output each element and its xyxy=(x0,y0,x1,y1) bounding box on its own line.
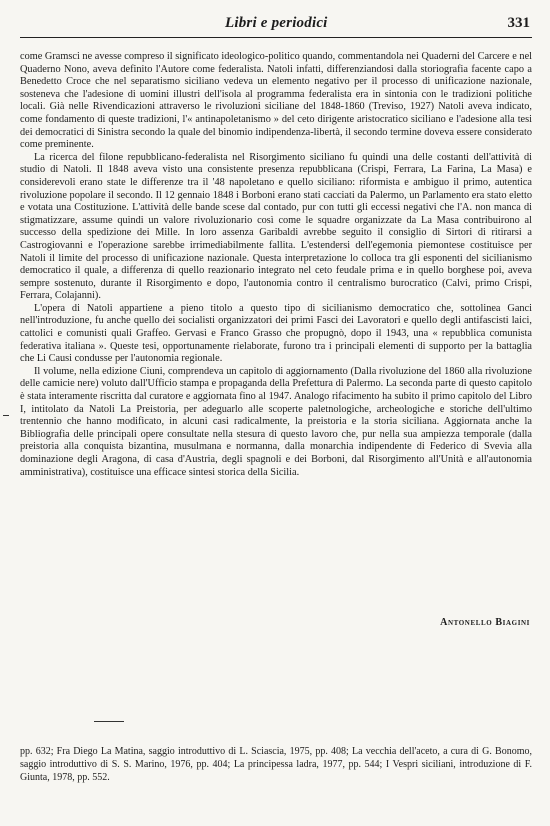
author-signature: Antonello Biagini xyxy=(440,617,530,628)
page-number: 331 xyxy=(507,15,530,31)
margin-mark xyxy=(3,415,9,416)
page-header xyxy=(20,13,532,38)
review-body xyxy=(20,51,532,479)
paragraph-3: L'opera di Natoli appartiene a pieno titolo a questo tipo di sicilianismo democratico che, sottolinea Ganci nell'introduzione, fu anche quello dei socialisti organizzatori dei primi Fasci dei Lavoratori e quello degli antifascisti laici, cattolici e comunisti quali Graffeo. Gervasi e Franco Grasso che propugnò, dopo il 1943, una « repubblica comunista federativa italiana ». Queste tesi, opportunamente rielaborate, furono tra i principali elementi di supporto per la battaglia che Li Causi condusse per l'autonomia regionale. xyxy=(20,302,532,365)
paragraph-1: come Gramsci ne avesse compreso il significato ideologico-politico quando, commentandola nei Quaderni del Carcere e nel Quaderno Nono, aveva definito l'Autore come federalista. Natoli infatti, differenziandosi dalla storiografia facente capo a Benedetto Croce che nel separatismo siciliano vedeva un elemento negativo per il processo di unificazione nazionale, sosteneva che l'adesione di uomini illustri dell'isola al programma federalista era in sintonia con le tradizioni politiche locali. Già nelle Rivendicazioni attraverso le rivoluzioni siciliane del 1848-1860 (Treviso, 1927) Natoli aveva indicato, come fondamento di queste tradizioni, l'« antinapoletanismo » del ceto dirigente aristocratico siciliano e l'adesione alla tesi dei democratici di Sinistra secondo la quale del binomio indipendenza-libertà, il secondo termine doveva essere considerato come preminente. xyxy=(20,51,532,151)
running-title: Libri e periodici xyxy=(225,15,328,31)
paragraph-4: Il volume, nella edizione Ciuni, comprendeva un capitolo di aggiornamento (Dalla rivoluzione del 1860 alla rivoluzione delle camicie nere) voluto dall'Ufficio stampa e propaganda della Prefettura di Palermo. La seconda parte di questo capitolo è stata interamente riscritta dal curatore e aggiornata fino al 1947. Analogo rifacimento ha subito il primo capitolo del Libro I, intitolato da Natoli La Preistoria, per adeguarlo alle scoperte paletnologiche, archeologiche e storiche dell'ultimo trentennio che hanno modificato, in alcuni casi radicalmente, la preistoria e la storia siciliana. Aggiornata anche la Bibliografia delle principali opere consultate nella stesura di questo lavoro che, pur nella sua ampiezza temporale (dalla preistoria alla conquista bizantina, musulmana e normanna, dalla monarchia indipendente di Federico di Svevia alla dominazione degli Aragona, di casa d'Austria, degli spagnoli e dei Borboni, dal Risorgimento all'Unità e all'autonomia amministrativa), costituisce una efficace sintesi storica della Sicilia. xyxy=(20,365,532,478)
footnote-rule xyxy=(94,721,124,722)
footnote: pp. 632; Fra Diego La Matina, saggio introduttivo di L. Sciascia, 1975, pp. 408; La vecchia dell'aceto, a cura di G. Bonomo, saggio introduttivo di S. S. Marino, 1976, pp. 404; La principessa ladra, 1977, pp. 544; I Vespri siciliani, introduzione di F. Giunta, 1978, pp. 552. xyxy=(20,746,532,783)
paragraph-2: La ricerca del filone repubblicano-federalista nel Risorgimento siciliano fu quindi una delle costanti dell'attività di studio di Natoli. Il 1848 aveva visto una consistente presenza repubblicana (Crispi, Ferrara, La Farina, La Masa) e considerevoli erano state le differenze tra il '48 napoletano e quello siciliano: riformista e ambiguo il primo, autentica rivoluzione popolare il secondo. Il 12 gennaio 1848 i Borboni erano stati cacciati da Palermo, un Parlamento era stato eletto e votata una Costituzione. L'attività delle bande scese dal contado, pur con tutti gli eccessi negativi che l'A. non manca di stigmatizzare, assume quindi un valore rivoluzionario così come le squadre organizzate da La Masa contribuirono al successo della spedizione dei Mille. In loro assenza Garibaldi avrebbe seguito il consiglio di Sirtori di ritirarsi a Castrogiovanni e l'operazione sarebbe irrimediabilmente fallita. L'estendersi dell'egemonia piemontese costituisce per Natoli il limite del processo di unificazione nazionale. Questa interpretazione lo colloca tra gli esponenti del sicilianismo democratico il quale, a differenza di quello reazionario integrato nel ceto feudale prima e in quello borghese poi, aveva sempre sostenuto, durante il Risorgimento e dopo, l'autonomia contro il centralismo burocratico (Calvi, primo Crispi, Ferrara, Colajanni). xyxy=(20,151,532,302)
